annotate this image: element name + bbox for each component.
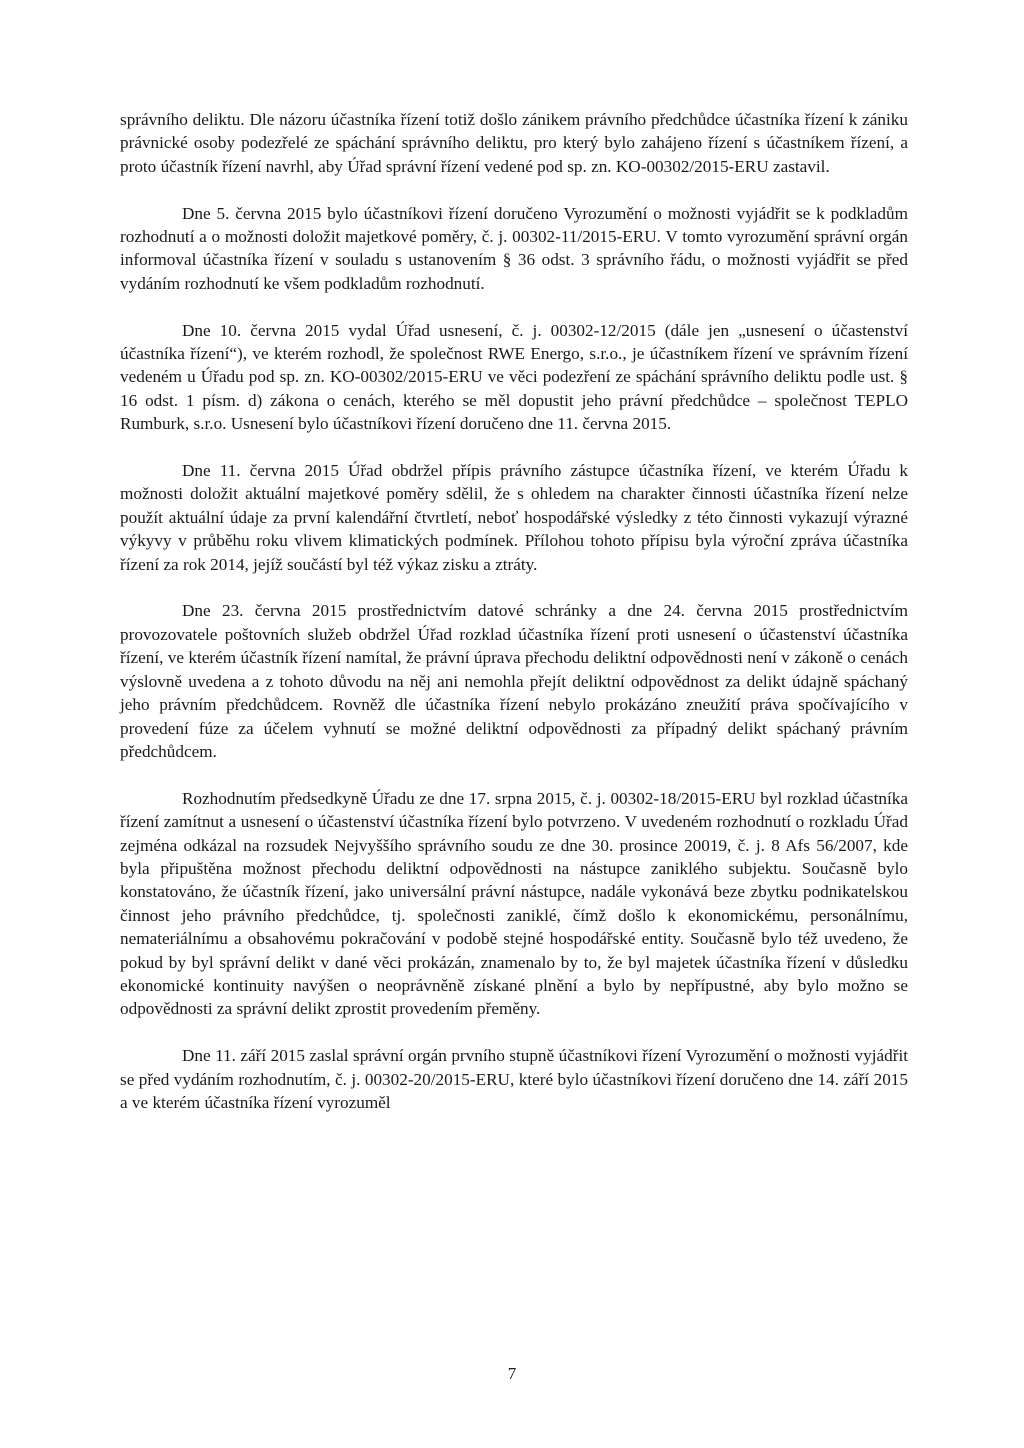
paragraph-submission-june-11: Dne 11. června 2015 Úřad obdržel přípis právního zástupce účastníka řízení, ve kterém Úřadu k možnosti doložit aktuální majetkové poměry sdělil, že s ohledem na charakter činnosti účastníka řízení nelze použít aktuální údaje za první kalendářní čtvrtletí, neboť hospodářské výsledky z této činnosti vykazují výrazné výkyvy v průběhu roku vlivem klimatických podmínek. Přílohou tohoto přípisu byla výroční zpráva účastníka řízení za rok 2014, jejíž součástí byl též výkaz zisku a ztráty. [120,461,908,574]
paragraph-notification-june-5: Dne 5. června 2015 bylo účastníkovi řízení doručeno Vyrozumění o možnosti vyjádřit se k podkladům rozhodnutí a o možnosti doložit majetkové poměry, č. j. 00302-11/2015-ERU. V tomto vyrozumění správní orgán informoval účastníka řízení v souladu s ustanovením § 36 odst. 3 správního řádu, o možnosti vyjádřit se před vydáním rozhodnutí ke všem podkladům rozhodnutí. [120,203,908,293]
paragraph-continuation: správního deliktu. Dle názoru účastníka řízení totiž došlo zánikem právního předchůdce účastníka řízení k zániku právnické osoby podezřelé ze spáchání správního deliktu, pro který bylo zahájeno řízení s účastníkem řízení, a proto účastník řízení navrhl, aby Úřad správní řízení vedené pod sp. zn. KO-00302/2015-ERU zastavil. [120,110,908,176]
paragraph-notification-september-11: Dne 11. září 2015 zaslal správní orgán prvního stupně účastníkovi řízení Vyrozumění o možnosti vyjádřit se před vydáním rozhodnutím, č. j. 00302-20/2015-ERU, které bylo účastníkovi řízení doručeno dne 14. září 2015 a ve kterém účastníka řízení vyrozuměl [120,1046,908,1112]
page-number: 7 [507,1364,517,1383]
document-page [120,108,908,1114]
paragraph-appeal-june-23: Dne 23. června 2015 prostřednictvím datové schránky a dne 24. června 2015 prostřednictvím provozovatele poštovních služeb obdržel Úřad rozklad účastníka řízení proti usnesení o účastenství účastníka řízení, ve kterém účastník řízení namítal, že právní úprava přechodu deliktní odpovědnosti není v zákoně o cenách výslovně uvedena a z tohoto důvodu na něj ani nemohla přejít deliktní odpovědnost za delikt údajně spáchaný jeho právním předchůdcem. Rovněž dle účastníka řízení nebylo prokázáno zneužití práva spočívajícího v provedení fúze za účelem vyhnutí se možné deliktní odpovědnosti za případný delikt spáchaný právním předchůdcem. [120,601,908,761]
paragraph-decision-august-17: Rozhodnutím předsedkyně Úřadu ze dne 17. srpna 2015, č. j. 00302-18/2015-ERU byl rozklad účastníka řízení zamítnut a usnesení o účastenství účastníka řízení bylo potvrzeno. V uvedeném rozhodnutí o rozkladu Úřad zejména odkázal na rozsudek Nejvyššího správního soudu ze dne 30. prosince 20019, č. j. 8 Afs 56/2007, kde byla připuštěna možnost přechodu deliktní odpovědnosti na nástupce zaniklého subjektu. Současně bylo konstatováno, že účastník řízení, jako universální právní nástupce, nadále vykonává beze zbytku podnikatelskou činnost jeho právního předchůdce, tj. společnosti zaniklé, čímž došlo k ekonomickému, personálnímu, nemateriálnímu a obsahovému pokračování v podobě stejné hospodářské entity. Současně bylo též uvedeno, že pokud by byl správní delikt v dané věci prokázán, znamenalo by to, že byl majetek účastníka řízení v důsledku ekonomické kontinuity navýšen o neoprávněně získané plnění a bylo by nepřípustné, aby bylo možno se odpovědnosti za správní delikt zprostit provedením přeměny. [120,788,908,1019]
paragraph-resolution-june-10: Dne 10. června 2015 vydal Úřad usnesení, č. j. 00302-12/2015 (dále jen „usnesení o účastenství účastníka řízení“), ve kterém rozhodl, že společnost RWE Energo, s.r.o., je účastníkem řízení ve správním řízení vedeném u Úřadu pod sp. zn. KO-00302/2015-ERU ve věci podezření ze spáchání správního deliktu podle ust. § 16 odst. 1 písm. d) zákona o cenách, kterého se měl dopustit jeho právní předchůdce – společnost TEPLO Rumburk, s.r.o. Usnesení bylo účastníkovi řízení doručeno dne 11. června 2015. [120,320,908,434]
